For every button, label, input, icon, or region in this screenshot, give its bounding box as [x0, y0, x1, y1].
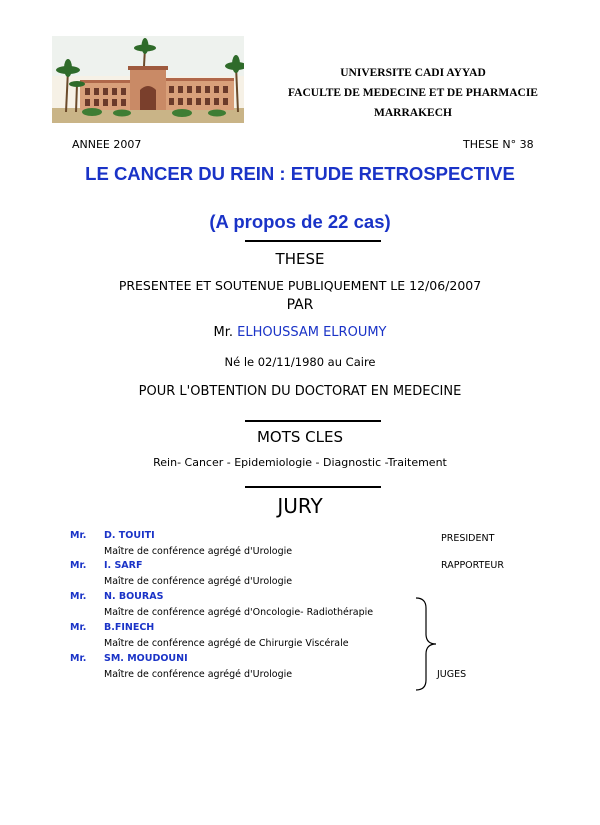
jury-name: SM. MOUDOUNI [104, 653, 188, 664]
university-name: UNIVERSITE CADI AYYAD [340, 67, 486, 79]
jury-name: N. BOURAS [104, 591, 164, 602]
jury-prefix: Mr. [70, 560, 87, 571]
author-prefix: Mr. [213, 325, 233, 340]
jury-prefix: Mr. [70, 530, 87, 541]
keywords-heading: MOTS CLES [256, 428, 344, 446]
jury-name: B.FINECH [104, 622, 155, 633]
jury-prefix: Mr. [70, 591, 87, 602]
faculty-name: FACULTE DE MEDECINE ET DE PHARMACIE [288, 87, 538, 99]
author-line [0, 325, 600, 340]
thesis-subtitle: (A propos de 22 cas) [209, 211, 391, 232]
jury-title: Maître de conférence agrégé d'Urologie [104, 576, 293, 587]
role-rapporteur: RAPPORTEUR [441, 560, 504, 571]
divider [245, 486, 381, 488]
right-brace-icon [410, 596, 440, 692]
jury-title: Maître de conférence agrégé de Chirurgie Viscérale [104, 638, 349, 649]
jury-heading: JURY [277, 494, 323, 518]
jury-prefix: Mr. [70, 653, 87, 664]
divider [245, 240, 381, 242]
jury-title: Maître de conférence agrégé d'Urologie [104, 546, 293, 557]
role-president: PRESIDENT [441, 533, 495, 544]
faculty-building-logo [52, 36, 244, 123]
divider [245, 420, 381, 422]
presented-line: PRESENTEE ET SOUTENUE PUBLIQUEMENT LE 12/06/2007 [118, 278, 482, 293]
purpose-line: POUR L'OBTENTION DU DOCTORAT EN MEDECINE [138, 384, 462, 399]
jury-title: Maître de conférence agrégé d'Oncologie- Radiothérapie [104, 607, 374, 618]
city-name: MARRAKECH [374, 107, 452, 119]
thesis-title: LE CANCER DU REIN : ETUDE RETROSPECTIVE [85, 163, 515, 184]
year: ANNEE 2007 [72, 138, 142, 151]
role-juges: JUGES [437, 669, 467, 680]
author-name: ELHOUSSAM ELROUMY [237, 325, 387, 340]
these-heading: THESE [275, 250, 325, 268]
jury-name: D. TOUITI [104, 530, 155, 541]
birth-line: Né le 02/11/1980 au Caire [224, 355, 376, 369]
jury-name: I. SARF [104, 560, 143, 571]
thesis-number: THESE N° 38 [463, 138, 534, 151]
par-label: PAR [286, 297, 314, 313]
keywords-list: Rein- Cancer - Epidemiologie - Diagnostic -Traitement [153, 456, 447, 469]
jury-title: Maître de conférence agrégé d'Urologie [104, 669, 293, 680]
jury-prefix: Mr. [70, 622, 87, 633]
